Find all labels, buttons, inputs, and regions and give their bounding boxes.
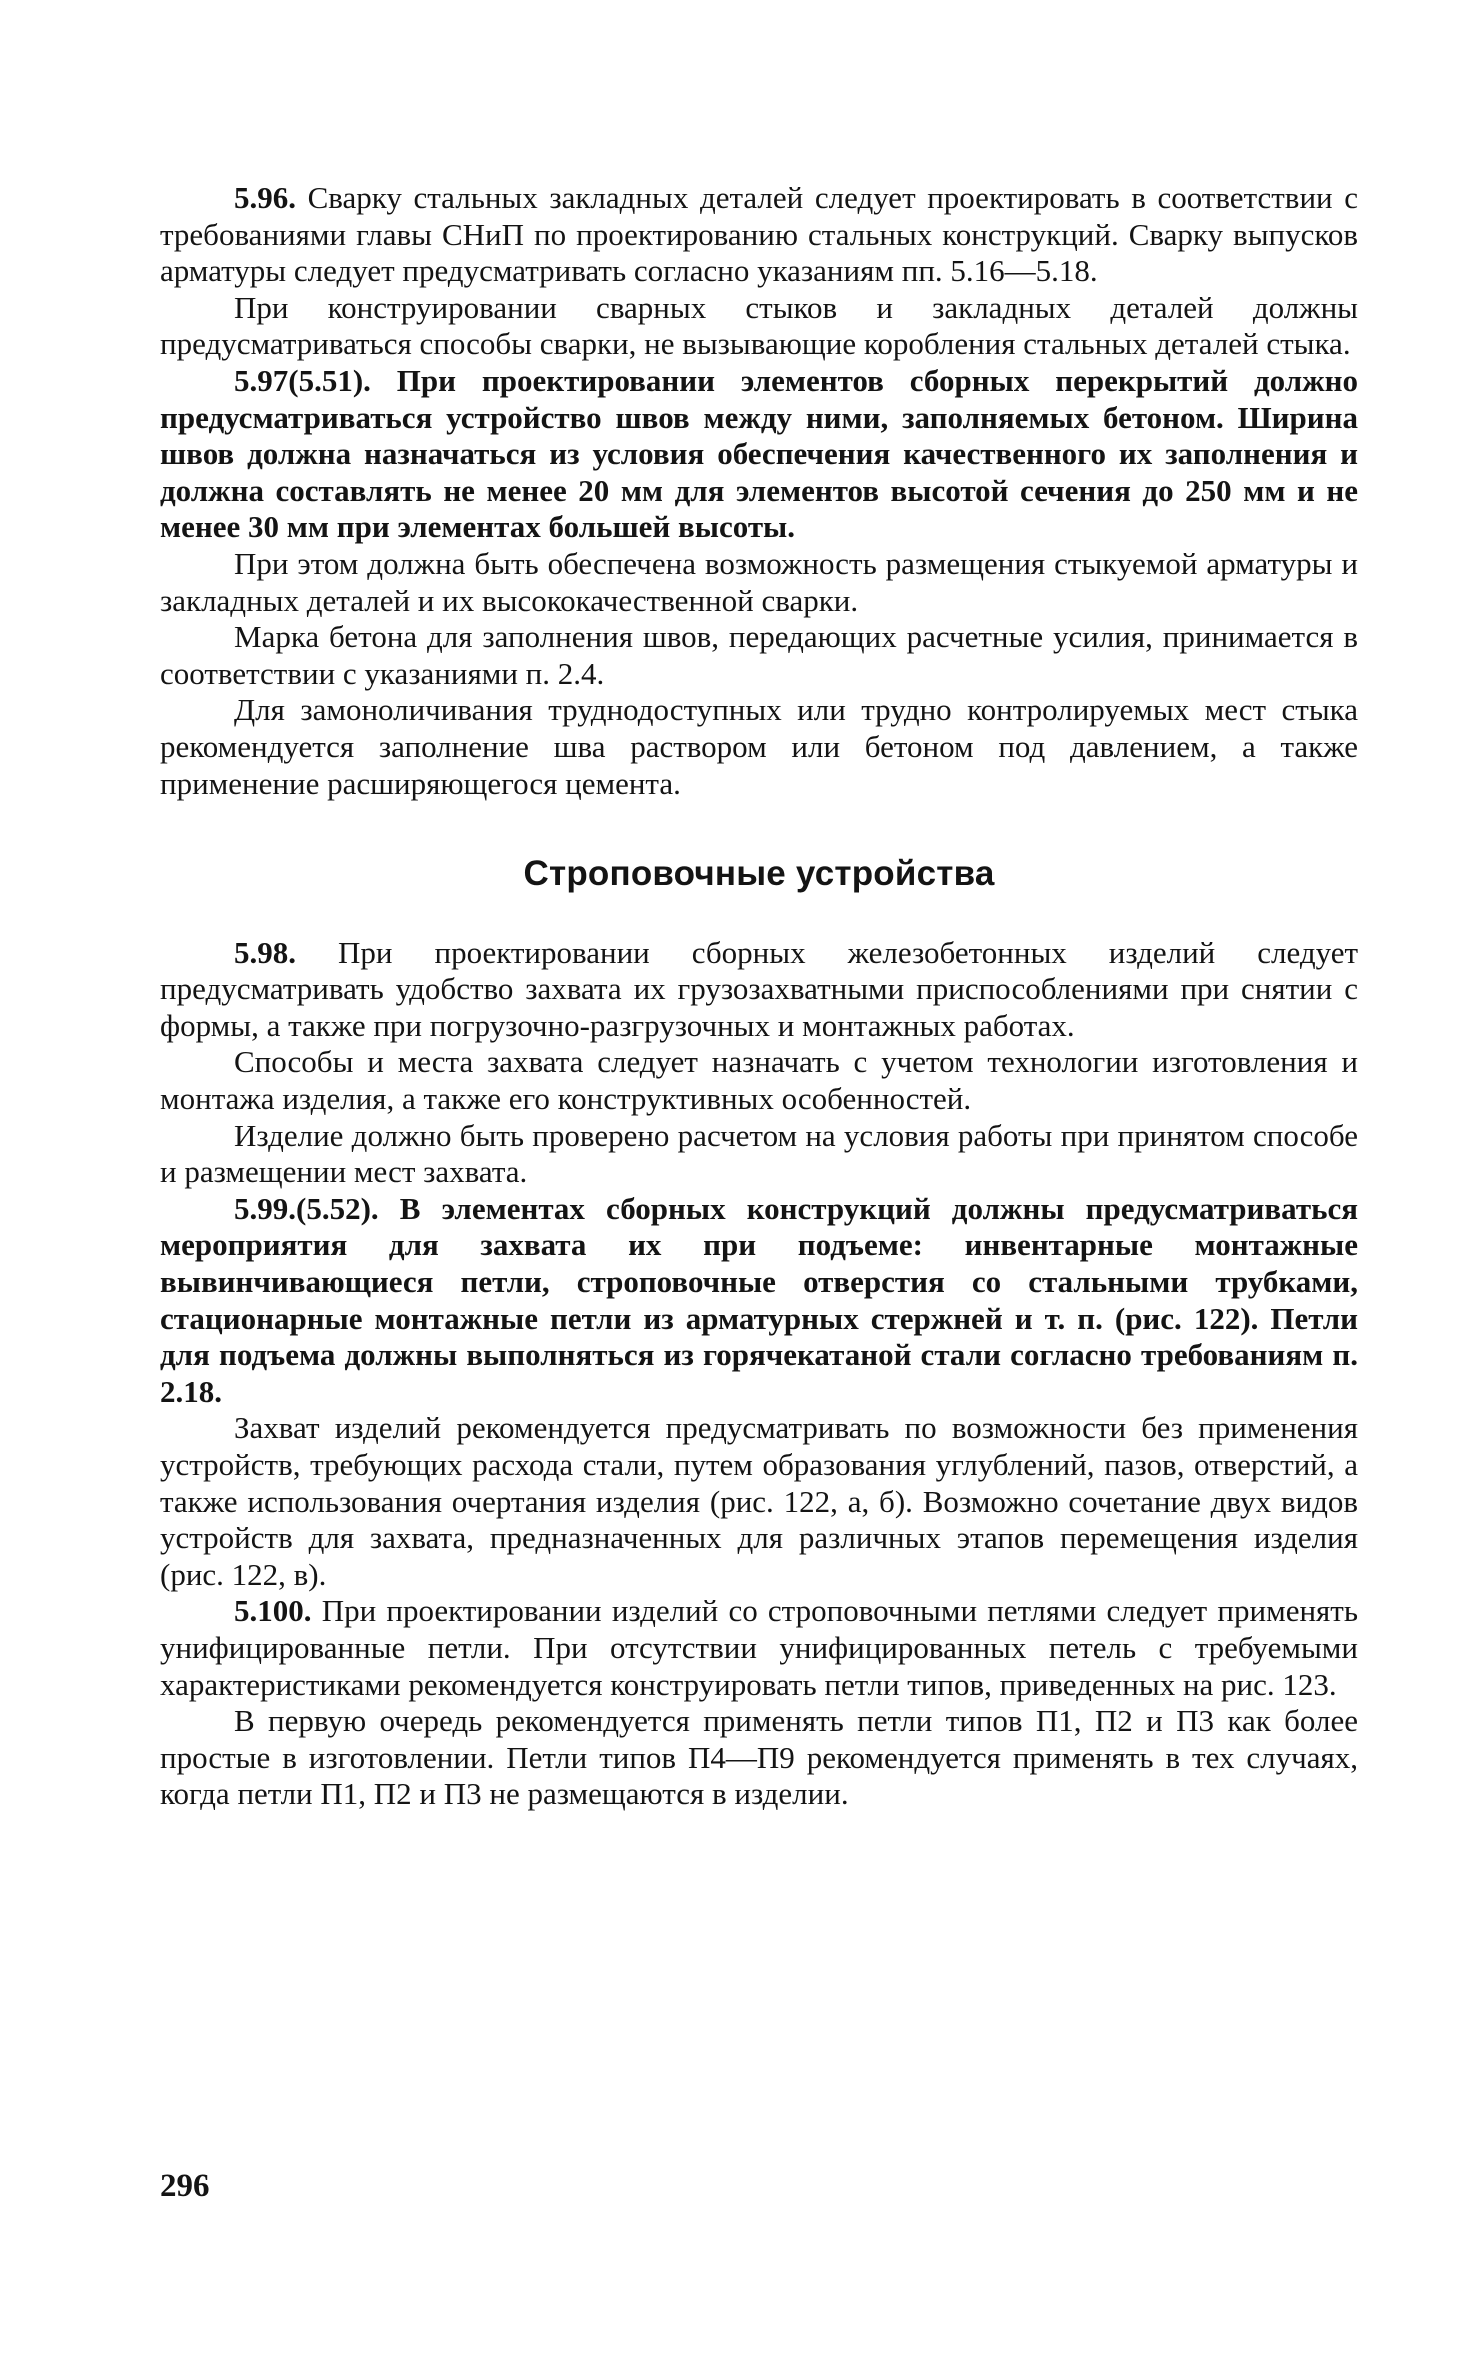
paragraph-concrete-grade: Марка бетона для заполнения швов, передающих расчетные усилия, принимается в соответствии с указаниями п. 2.4. [160,619,1358,691]
paragraph-5-97: 5.97(5.51). При проектировании элементов сборных перекрытий должно предусматриваться устройство швов между ними, заполняемых бетоном. Ширина швов должна назначаться из условия обеспечения качественного их заполнения и должна составлять не менее 20 мм для элементов высотой сечения до 250 мм и не менее 30 мм при элементах большей высоты. [160,362,1358,545]
paragraph-text: Сварку стальных закладных деталей следует проектировать в соответствии с требованиями главы СНиП по проектированию стальных конструкций. Сварку выпусков арматуры следует предусматривать согласно указаниям пп. 5.16—5.18. [160,180,1358,289]
clause-number: 5.100. [234,1593,312,1629]
page-number: 296 [160,2168,210,2204]
section-heading: Строповочные устройства [523,854,995,894]
paragraph-text: При проектировании сборных железобетонных изделий следует предусматривать удобство захвата их грузозахватными приспособлениями при снятии с формы, а также при погрузочно-разгрузочных и монтажных работах. [160,934,1358,1043]
paragraph-grip-methods: Способы и места захвата следует назначать с учетом технологии изготовления и монтажа изделия, а также его конструктивных особенностей. [160,1044,1358,1117]
paragraph-5-96 [160,180,1358,290]
paragraph-5-98 [160,935,1358,1045]
paragraph-welded-joints: При конструировании сварных стыков и закладных деталей должны предусматриваться способы сварки, не вызывающие коробления стальных деталей стыка. [160,289,1358,362]
paragraph-5-99: 5.99.(5.52). В элементах сборных конструкций должны предусматриваться мероприятия для захвата их при подъеме: инвентарные монтажные вывинчивающиеся петли, строповочные отверстия со стальными трубками, стационарные монтажные петли из арматурных стержней и т. п. (рис. 122). Петли для подъема должны выполняться из горячекатаной стали согласно требованиям п. 2.18. [160,1190,1358,1409]
paragraph-monolithing: Для замоноличивания труднодоступных или трудно контролируемых мест стыка рекомендуется заполнение шва раствором или бетоном под давлением, а также применение расширяющегося цемента. [160,692,1358,801]
paragraph-reinforcement-placement: При этом должна быть обеспечена возможность размещения стыкуемой арматуры и закладных деталей и их высококачественной сварки. [160,545,1358,618]
paragraph-grip-without-devices: Захват изделий рекомендуется предусматривать по возможности без применения устройств, требующих расхода стали, путем образования углублений, пазов, отверстий, а также использования очертания изделия (рис. 122, а, б). Возможно сочетание двух видов устройств для захвата, предназначенных для различных этапов перемещения изделия (рис. 122, в). [160,1410,1358,1592]
paragraph-5-100 [160,1593,1358,1703]
paragraph-calculation-check: Изделие должно быть проверено расчетом на условия работы при принятом способе и размещении мест захвата. [160,1117,1358,1190]
clause-number: 5.96. [234,180,296,215]
page-body [160,180,1358,1813]
clause-number: 5.98. [234,934,296,970]
paragraph-text: При проектировании изделий со строповочными петлями следует применять унифицированные петли. При отсутствии унифицированных петель с требуемыми характеристиками рекомендуется конструировать петли типов, приведенных на рис. 123. [160,1593,1358,1702]
paragraph-loop-types: В первую очередь рекомендуется применять петли типов П1, П2 и П3 как более простые в изготовлении. Петли типов П4—П9 рекомендуется применять в тех случаях, когда петли П1, П2 и П3 не размещаются в изделии. [160,1703,1358,1812]
